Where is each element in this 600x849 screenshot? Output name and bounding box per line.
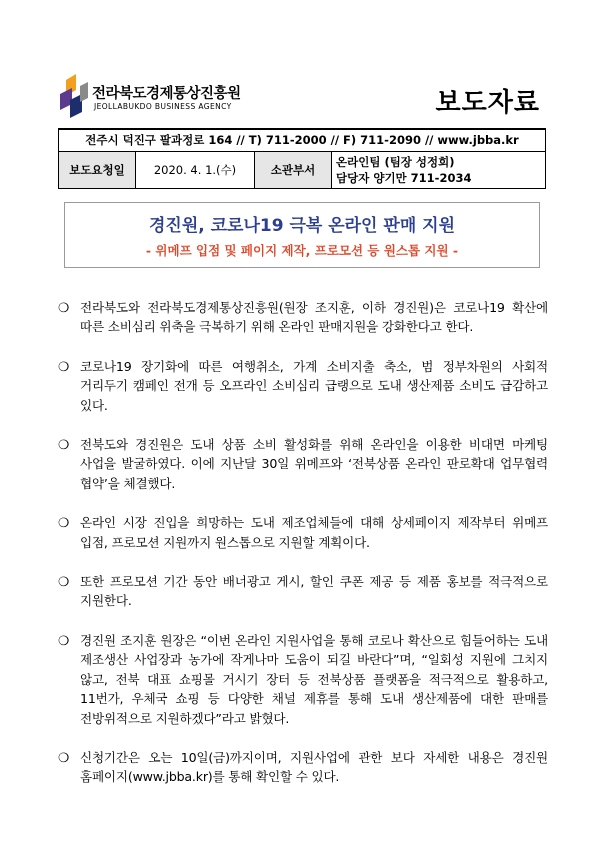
paragraph-text: 경진원 조지훈 원장은 “이번 온라인 지원사업을 통해 코로나 확산으로 힘들어하는 도내 제조생산 사업장과 농가에 작게나마 도움이 되길 바란다”며, “일회성 지원에 그치지 않고, 전북 대표 쇼핑몰 거시기 장터 등 전북상품 플랫폼을 적극적으로 활용하고, 11번가, 우체국 쇼핑 등 다양한 채널 제휴를 통해 도내 생산제품에 대한 판매를 전방위적으로 지원하겠다”라고 밝혔다. bbox=[80, 632, 548, 726]
paragraph bbox=[58, 748, 548, 787]
headline-box bbox=[64, 202, 540, 268]
circle-bullet-icon: ❍ bbox=[58, 358, 70, 374]
paragraph bbox=[58, 435, 548, 493]
paragraph bbox=[58, 357, 548, 415]
paragraph bbox=[58, 513, 548, 552]
request-date: 2020. 4. 1.(수) bbox=[136, 152, 255, 189]
circle-bullet-icon: ❍ bbox=[58, 515, 70, 531]
contact-person-line: 담당자 양기만 711-2034 bbox=[336, 171, 472, 185]
org-name-en: JEOLLABUKDO BUSINESS AGENCY bbox=[94, 102, 232, 111]
department-line: 온라인팀 (팀장 성정희) bbox=[336, 155, 455, 169]
body-paragraphs bbox=[58, 298, 548, 787]
request-date-label: 보도요청일 bbox=[59, 152, 136, 189]
paragraph bbox=[58, 572, 548, 611]
press-header bbox=[58, 70, 546, 125]
info-table bbox=[58, 151, 546, 189]
circle-bullet-icon: ❍ bbox=[58, 300, 70, 315]
paragraph bbox=[58, 631, 548, 728]
document-type: 보도자료 bbox=[435, 88, 540, 118]
circle-bullet-icon: ❍ bbox=[58, 437, 70, 453]
agency-logo-icon bbox=[58, 74, 90, 118]
circle-bullet-icon: ❍ bbox=[58, 632, 70, 648]
paragraph-text: 온라인 시장 진입을 희망하는 도내 제조업체들에 대해 상세페이지 제작부터 위메프 입점, 프로모션 지원까지 원스톱으로 지원할 계획이다. bbox=[80, 515, 548, 550]
paragraph bbox=[58, 298, 548, 337]
paragraph-text: 전라북도와 전라북도경제통상진흥원(원장 조지훈, 이하 경진원)은 코로나19 확산에 따른 소비심리 위축을 극복하기 위해 온라인 판매지원을 강화한다고 한다. bbox=[80, 300, 548, 335]
paragraph-text: 또한 프로모션 기간 동안 배너광고 게시, 할인 쿠폰 제공 등 제품 홍보를 적극적으로 지원한다. bbox=[80, 574, 548, 609]
circle-bullet-icon: ❍ bbox=[58, 749, 70, 765]
paragraph-text: 코로나19 장기화에 따른 여행취소, 가계 소비지출 축소, 범 정부차원의 사회적 거리두기 캠페인 전개 등 오프라인 소비심리 급랭으로 도내 생산제품 소비도 급감하고 있다. bbox=[80, 358, 548, 413]
org-name: 전라북도경제통상진흥원 bbox=[92, 86, 241, 102]
headline-subtitle: - 위메프 입점 및 페이지 제작, 프로모션 등 원스톱 지원 - bbox=[145, 243, 459, 258]
department-contact bbox=[332, 152, 546, 189]
paragraph-text: 전북도와 경진원은 도내 상품 소비 활성화를 위해 온라인을 이용한 비대면 마케팅 사업을 발굴하였다. 이에 지난달 30일 위메프와 ‘전북상품 온라인 판로확대 업무협력 협약’을 체결했다. bbox=[80, 437, 548, 491]
circle-bullet-icon: ❍ bbox=[58, 574, 70, 590]
headline-title: 경진원, 코로나19 극복 온라인 판매 지원 bbox=[148, 216, 456, 236]
department-label: 소관부서 bbox=[255, 152, 332, 189]
paragraph-text: 신청기간은 오는 10일(금)까지이며, 지원사업에 관한 보다 자세한 내용은 경진원 홈페이지(www.jbba.kr)를 통해 확인할 수 있다. bbox=[80, 749, 548, 785]
contact-bar: 전주시 덕진구 팔과정로 164 // T) 711-2000 // F) 711-2090 // www.jbba.kr bbox=[58, 128, 546, 152]
